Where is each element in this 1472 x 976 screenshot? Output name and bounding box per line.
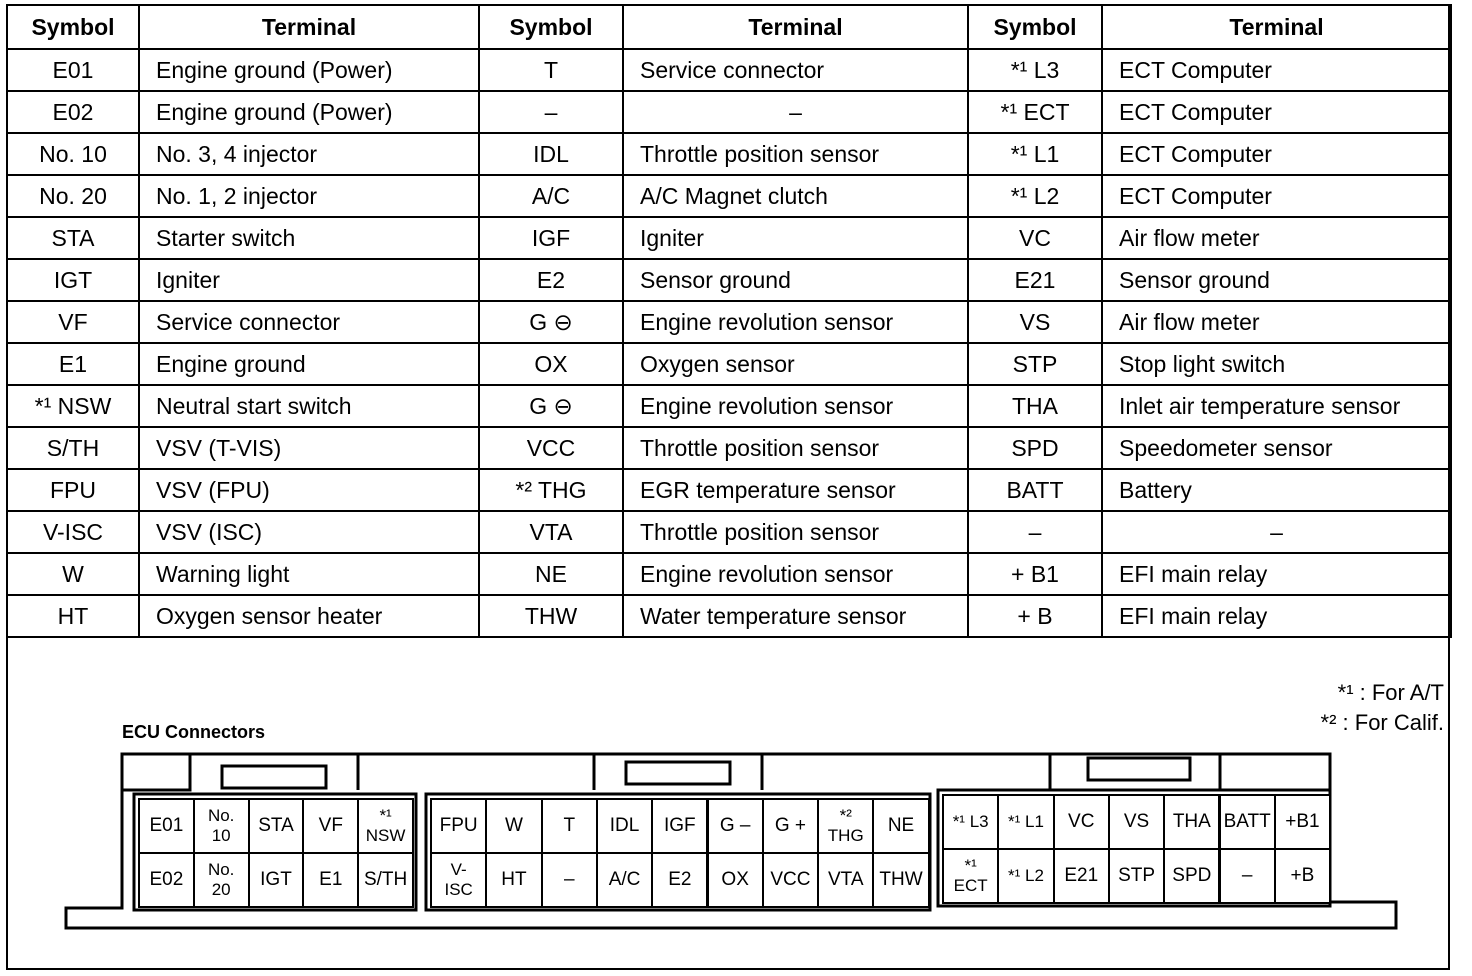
symbol-cell: *² THG xyxy=(479,469,623,511)
symbol-cell: STA xyxy=(7,217,139,259)
header-symbol-1: Symbol xyxy=(7,5,139,49)
ecu-pin: THW xyxy=(872,852,929,908)
symbol-cell: IDL xyxy=(479,133,623,175)
terminal-cell: VSV (ISC) xyxy=(139,511,479,553)
terminal-cell: Engine revolution sensor xyxy=(623,301,968,343)
terminal-cell: Throttle position sensor xyxy=(623,511,968,553)
ecu-pin: G + xyxy=(762,798,819,854)
symbol-cell: *¹ L3 xyxy=(968,49,1102,91)
ecu-pin: – xyxy=(1219,848,1276,904)
ecu-pin: +B xyxy=(1274,848,1331,904)
ecu-pin: HT xyxy=(485,852,542,908)
symbol-cell: E2 xyxy=(479,259,623,301)
symbol-cell: STP xyxy=(968,343,1102,385)
ecu-pin: No. 10 xyxy=(193,798,250,854)
ecu-pin: IDL xyxy=(596,798,653,854)
ecu-pin: *¹ NSW xyxy=(357,798,414,854)
ecu-pin: BATT xyxy=(1219,794,1276,850)
terminal-cell: Inlet air temperature sensor xyxy=(1102,385,1451,427)
ecu-pin: *¹ ECT xyxy=(942,848,999,904)
slot-2 xyxy=(626,762,730,784)
ecu-pin: VF xyxy=(302,798,359,854)
symbol-cell: IGF xyxy=(479,217,623,259)
symbol-cell: IGT xyxy=(7,259,139,301)
ecu-pin: *¹ L2 xyxy=(997,848,1054,904)
terminal-cell: – xyxy=(623,91,968,133)
terminal-cell: Warning light xyxy=(139,553,479,595)
terminal-cell: ECT Computer xyxy=(1102,133,1451,175)
terminal-cell: Engine ground (Power) xyxy=(139,49,479,91)
footnote-calif: *² : For Calif. xyxy=(1320,710,1444,735)
ecu-pin: A/C xyxy=(596,852,653,908)
terminal-cell: Water temperature sensor xyxy=(623,595,968,637)
symbol-cell: No. 10 xyxy=(7,133,139,175)
symbol-cell: V-ISC xyxy=(7,511,139,553)
symbol-cell: G ⊖ xyxy=(479,301,623,343)
terminal-cell: Igniter xyxy=(623,217,968,259)
ecu-pin: VCC xyxy=(762,852,819,908)
symbol-cell: No. 20 xyxy=(7,175,139,217)
header-terminal-3: Terminal xyxy=(1102,5,1451,49)
ecu-pin: NE xyxy=(872,798,929,854)
ecu-pin: VTA xyxy=(817,852,874,908)
symbol-cell: THW xyxy=(479,595,623,637)
terminal-cell: No. 1, 2 injector xyxy=(139,175,479,217)
ecu-pin: E21 xyxy=(1053,848,1110,904)
terminal-cell: Engine revolution sensor xyxy=(623,553,968,595)
symbol-cell: HT xyxy=(7,595,139,637)
ecu-pin: E2 xyxy=(651,852,708,908)
symbol-cell: E21 xyxy=(968,259,1102,301)
header-terminal-2: Terminal xyxy=(623,5,968,49)
symbol-cell: NE xyxy=(479,553,623,595)
symbol-cell: + B xyxy=(968,595,1102,637)
ecu-pin: OX xyxy=(707,852,764,908)
symbol-cell: VCC xyxy=(479,427,623,469)
terminal-cell: Service connector xyxy=(139,301,479,343)
slot-3 xyxy=(1088,758,1190,780)
terminal-cell: EFI main relay xyxy=(1102,595,1451,637)
terminal-cell: VSV (FPU) xyxy=(139,469,479,511)
terminal-cell: Engine revolution sensor xyxy=(623,385,968,427)
symbol-cell: G ⊖ xyxy=(479,385,623,427)
symbol-cell: VTA xyxy=(479,511,623,553)
symbol-cell: *¹ ECT xyxy=(968,91,1102,133)
ecu-pin: THA xyxy=(1163,794,1220,850)
symbol-cell: VS xyxy=(968,301,1102,343)
symbol-cell: S/TH xyxy=(7,427,139,469)
symbol-cell: E02 xyxy=(7,91,139,133)
slot-1 xyxy=(222,766,326,788)
ecu-pin: STP xyxy=(1108,848,1165,904)
ecu-connectors-title: ECU Connectors xyxy=(122,722,266,742)
terminal-cell: ECT Computer xyxy=(1102,49,1451,91)
ecu-pin: +B1 xyxy=(1274,794,1331,850)
terminal-cell: Oxygen sensor heater xyxy=(139,595,479,637)
ecu-pin: STA xyxy=(248,798,305,854)
ecu-pin: *¹ L1 xyxy=(997,794,1054,850)
ecu-pin: T xyxy=(541,798,598,854)
symbol-cell: A/C xyxy=(479,175,623,217)
terminal-cell: A/C Magnet clutch xyxy=(623,175,968,217)
symbol-cell: + B1 xyxy=(968,553,1102,595)
terminal-cell: Throttle position sensor xyxy=(623,427,968,469)
ecu-pin: SPD xyxy=(1163,848,1220,904)
terminal-cell: Oxygen sensor xyxy=(623,343,968,385)
ecu-pin: VS xyxy=(1108,794,1165,850)
symbol-cell: OX xyxy=(479,343,623,385)
symbol-cell: THA xyxy=(968,385,1102,427)
terminal-cell: Engine ground xyxy=(139,343,479,385)
ecu-pin: *² THG xyxy=(817,798,874,854)
symbol-cell: – xyxy=(968,511,1102,553)
symbol-cell: *¹ NSW xyxy=(7,385,139,427)
symbol-cell: T xyxy=(479,49,623,91)
symbol-cell: W xyxy=(7,553,139,595)
terminal-cell: Starter switch xyxy=(139,217,479,259)
terminal-cell: Service connector xyxy=(623,49,968,91)
header-symbol-3: Symbol xyxy=(968,5,1102,49)
symbol-cell: FPU xyxy=(7,469,139,511)
terminal-cell: Igniter xyxy=(139,259,479,301)
symbol-cell: SPD xyxy=(968,427,1102,469)
symbol-cell: E01 xyxy=(7,49,139,91)
symbol-cell: E1 xyxy=(7,343,139,385)
ecu-pin: IGT xyxy=(248,852,305,908)
terminal-cell: Sensor ground xyxy=(1102,259,1451,301)
ecu-pin: E02 xyxy=(138,852,195,908)
terminal-cell: Sensor ground xyxy=(623,259,968,301)
terminal-cell: Battery xyxy=(1102,469,1451,511)
terminal-cell: ECT Computer xyxy=(1102,175,1451,217)
terminal-cell: EFI main relay xyxy=(1102,553,1451,595)
terminal-cell: Air flow meter xyxy=(1102,217,1451,259)
symbol-cell: BATT xyxy=(968,469,1102,511)
ecu-pin: *¹ L3 xyxy=(942,794,999,850)
terminal-cell: Speedometer sensor xyxy=(1102,427,1451,469)
footnote-at: *¹ : For A/T xyxy=(1337,680,1444,705)
ecu-pin: G – xyxy=(707,798,764,854)
terminal-cell: Air flow meter xyxy=(1102,301,1451,343)
terminal-cell: Engine ground (Power) xyxy=(139,91,479,133)
ecu-pin: W xyxy=(485,798,542,854)
symbol-cell: VC xyxy=(968,217,1102,259)
ecu-pin: E1 xyxy=(302,852,359,908)
terminal-cell: Neutral start switch xyxy=(139,385,479,427)
ecu-pin: FPU xyxy=(430,798,487,854)
terminal-cell: – xyxy=(1102,511,1451,553)
terminal-cell: Stop light switch xyxy=(1102,343,1451,385)
terminal-cell: ECT Computer xyxy=(1102,91,1451,133)
ecu-pin: IGF xyxy=(651,798,708,854)
ecu-pin: VC xyxy=(1053,794,1110,850)
header-symbol-2: Symbol xyxy=(479,5,623,49)
ecu-pin: E01 xyxy=(138,798,195,854)
ecu-pin: – xyxy=(541,852,598,908)
terminal-cell: VSV (T-VIS) xyxy=(139,427,479,469)
terminal-cell: EGR temperature sensor xyxy=(623,469,968,511)
symbol-cell: *¹ L1 xyxy=(968,133,1102,175)
ecu-pin: V- ISC xyxy=(430,852,487,908)
ecu-pin: No. 20 xyxy=(193,852,250,908)
symbol-cell: VF xyxy=(7,301,139,343)
terminal-cell: Throttle position sensor xyxy=(623,133,968,175)
symbol-cell: *¹ L2 xyxy=(968,175,1102,217)
terminal-cell: No. 3, 4 injector xyxy=(139,133,479,175)
header-terminal-1: Terminal xyxy=(139,5,479,49)
symbol-cell: – xyxy=(479,91,623,133)
ecu-pin: S/TH xyxy=(357,852,414,908)
